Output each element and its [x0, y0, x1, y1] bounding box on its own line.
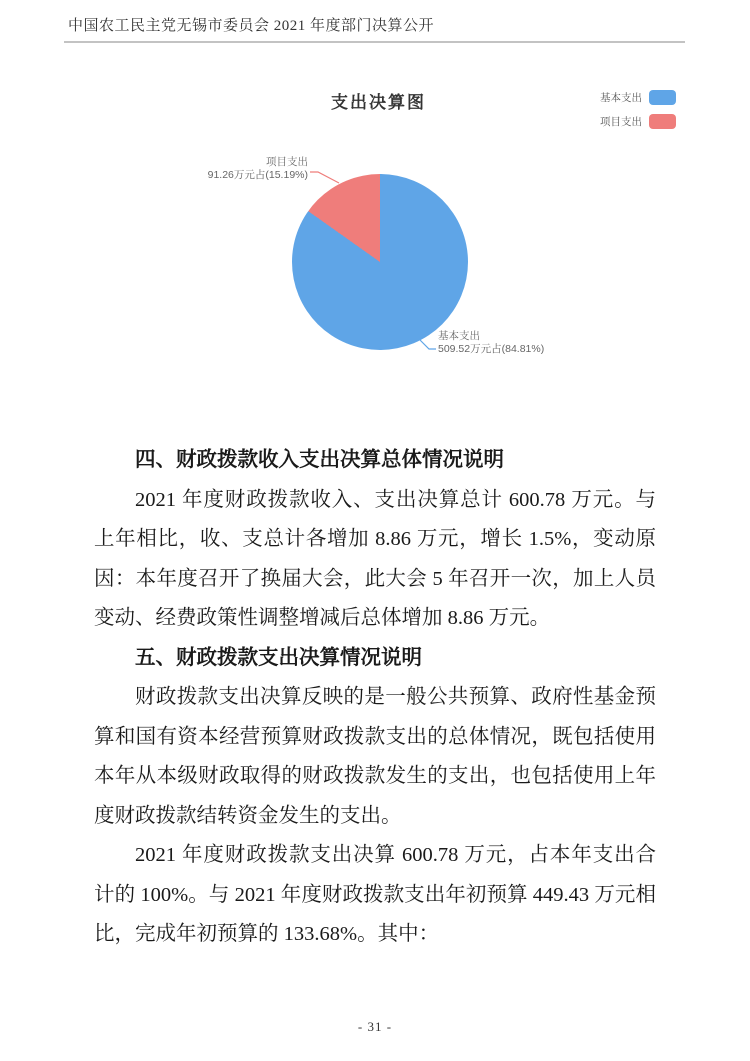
section-heading-4: 四、财政拨款收入支出决算总体情况说明 [135, 449, 504, 471]
text-line: 财政拨款支出决算反映的是一般公共预算、政府性基金预 [135, 686, 656, 708]
chart-title: 支出决算图 [331, 93, 426, 112]
page-header: 中国农工民主党无锡市委员会 2021 年度部门决算公开 [68, 18, 435, 34]
legend-label-project: 项目支出 [600, 116, 642, 128]
text-line: 上年相比，收、支总计各增加 8.86 万元，增长 1.5%，变动原 [94, 528, 656, 550]
text-line: 算和国有资本经营预算财政拨款支出的总体情况，既包括使用 [94, 725, 656, 748]
legend-item-basic [600, 90, 676, 105]
pie-graphic [292, 174, 468, 350]
text-line: 本年从本级财政取得的财政拨款发生的支出，也包括使用上年 [94, 765, 656, 787]
text-line: 2021 年度财政拨款收入、支出决算总计 600.78 万元。与 [135, 488, 656, 511]
pie-label-project-name: 项目支出 [266, 156, 308, 168]
text-line: 度财政拨款结转资金发生的支出。 [94, 804, 402, 827]
legend-item-project [600, 114, 676, 129]
pie-label-basic-value: 509.52万元占(84.81%) [438, 342, 545, 355]
pie-label-basic [438, 330, 544, 355]
text-line: 变动、经费政策性调整增减后总体增加 8.86 万元。 [94, 607, 551, 629]
expenditure-pie-chart [0, 0, 750, 430]
chart-legend [600, 90, 676, 129]
legend-swatch-basic [649, 90, 676, 105]
pie-label-project-value: 91.26万元占(15.19%) [207, 168, 308, 181]
text-line: 计的 100%。与 2021 年度财政拨款支出年初预算 449.43 万元相 [94, 883, 656, 906]
legend-swatch-project [649, 114, 676, 129]
document-body [94, 441, 656, 955]
pie-label-project [208, 156, 308, 181]
text-line: 因：本年度召开了换届大会，此大会 5 年召开一次，加上人员 [94, 567, 656, 590]
pie-label-basic-name: 基本支出 [438, 330, 480, 342]
page-number: - 31 - [357, 1019, 393, 1034]
text-line: 比，完成年初预算的 133.68%。其中： [94, 923, 440, 945]
section-heading-5: 五、财政拨款支出决算情况说明 [135, 646, 422, 669]
text-line: 2021 年度财政拨款支出决算 600.78 万元，占本年支出合 [135, 844, 656, 866]
legend-label-basic: 基本支出 [600, 92, 642, 104]
